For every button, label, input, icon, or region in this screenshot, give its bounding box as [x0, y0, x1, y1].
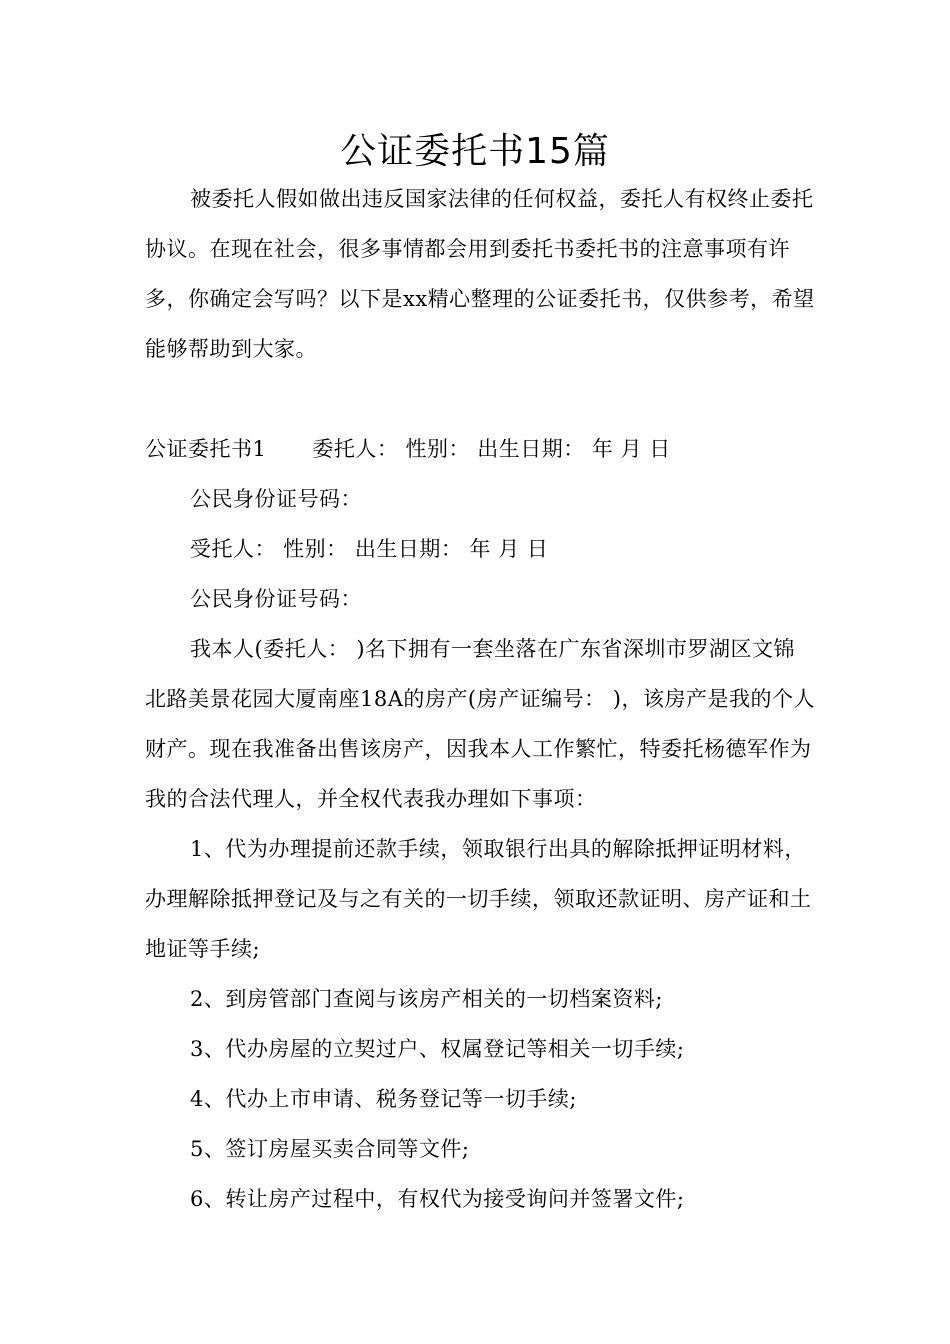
list-item: 4、代办上市申请、税务登记等一切手续; [190, 1087, 577, 1111]
list-item: 3、代办房屋的立契过户、权属登记等相关一切手续; [190, 1037, 685, 1061]
statement-paragraph: 我本人(委托人： )名下拥有一套坐落在广东省深圳市罗湖区文锦北路美景花园大厦南座18A的房产(房产证编号： )，该房产是我的个人财产。现在我准备出售该房产，因我本人工作繁忙，特委托杨德军作为我的合法代理人，并全权代表我办理如下事项： [145, 637, 815, 811]
list-item: 1、代为办理提前还款手续，领取银行出具的解除抵押证明材料，办理解除抵押登记及与之有关的一切手续，领取还款证明、房产证和土地证等手续; [145, 837, 812, 961]
list-item: 5、签订房屋买卖合同等文件; [190, 1137, 470, 1161]
agent-info-line: 受托人： 性别： 出生日期： 年 月 日 [190, 537, 549, 561]
section-1-heading: 公证委托书1 [145, 437, 267, 461]
section-1 [145, 424, 815, 1224]
list-item: 2、到房管部门查阅与该房产相关的一切档案资料; [190, 987, 663, 1011]
principal-id-line: 公民身份证号码： [190, 487, 362, 511]
intro-paragraph: 被委托人假如做出违反国家法律的任何权益，委托人有权终止委托协议。在现在社会，很多事情都会用到委托书委托书的注意事项有许多，你确定会写吗？以下是xx精心整理的公证委托书，仅供参考，希望能够帮助到大家。 [145, 187, 815, 361]
agent-id-line: 公民身份证号码： [190, 587, 362, 611]
intro-block [145, 174, 815, 374]
document-title: 公证委托书15篇 [340, 131, 610, 172]
principal-info: 委托人： 性别： 出生日期： 年 月 日 [312, 437, 671, 461]
list-item: 6、转让房产过程中，有权代为接受询问并签署文件; [190, 1187, 685, 1211]
section-1-heading-line [145, 424, 815, 474]
